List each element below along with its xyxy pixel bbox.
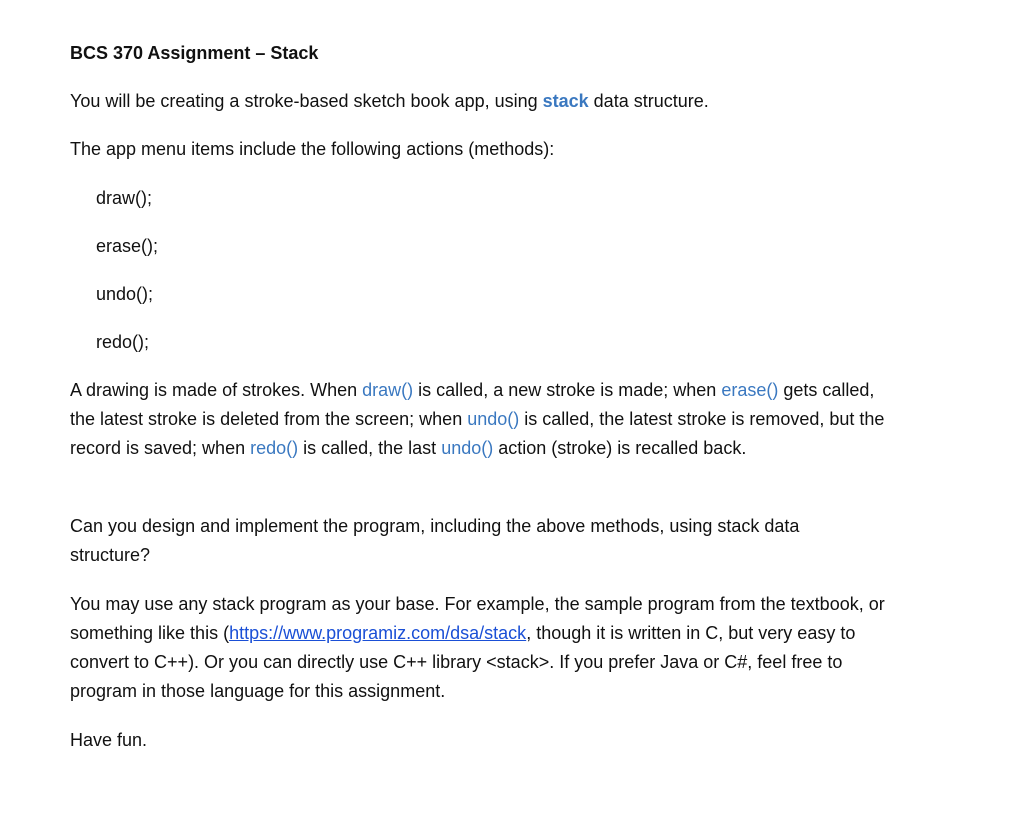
description-text: A drawing is made of strokes. When (70, 380, 363, 400)
code-redo: redo() (250, 438, 299, 458)
closing-text: Have fun. (70, 730, 148, 750)
description-text: gets called, the latest stroke is deleted from the screen; when (70, 380, 875, 429)
code-undo: undo() (467, 409, 520, 429)
intro-text-after: data structure. (588, 91, 709, 111)
base-paragraph (70, 590, 890, 706)
intro-paragraph (70, 87, 709, 116)
base-text: You may use any stack program as your base. For example, the sample program from the textbook, or something like this ( (70, 594, 885, 643)
method-undo: undo(); (96, 284, 154, 304)
description-text: action (stroke) is recalled back. (493, 438, 747, 458)
code-undo-2: undo() (441, 438, 494, 458)
intro-text-before: You will be creating a stroke-based sketch book app, using (70, 91, 543, 111)
method-erase: erase(); (96, 236, 159, 256)
method-draw: draw(); (96, 188, 153, 208)
code-erase: erase() (721, 380, 779, 400)
programiz-link[interactable]: https://www.programiz.com/dsa/stack (229, 623, 527, 643)
question-paragraph: Can you design and implement the program, including the above methods, using stack data structure? (70, 516, 800, 565)
description-paragraph (70, 376, 900, 463)
stack-keyword: stack (542, 91, 589, 111)
code-draw: draw() (362, 380, 414, 400)
description-text: is called, a new stroke is made; when (413, 380, 722, 400)
description-text: is called, the latest stroke is removed, but the record is saved; when (70, 409, 885, 458)
method-redo: redo(); (96, 332, 150, 352)
document-title: BCS 370 Assignment – Stack (70, 43, 319, 63)
description-text: is called, the last (298, 438, 442, 458)
menu-intro: The app menu items include the following actions (methods): (70, 139, 555, 159)
base-text: , though it is written in C, but very easy to convert to C++). Or you can directly use C++ library <stack>. If you prefer Java or C#, feel free to program in those language for this assignment. (70, 623, 856, 701)
